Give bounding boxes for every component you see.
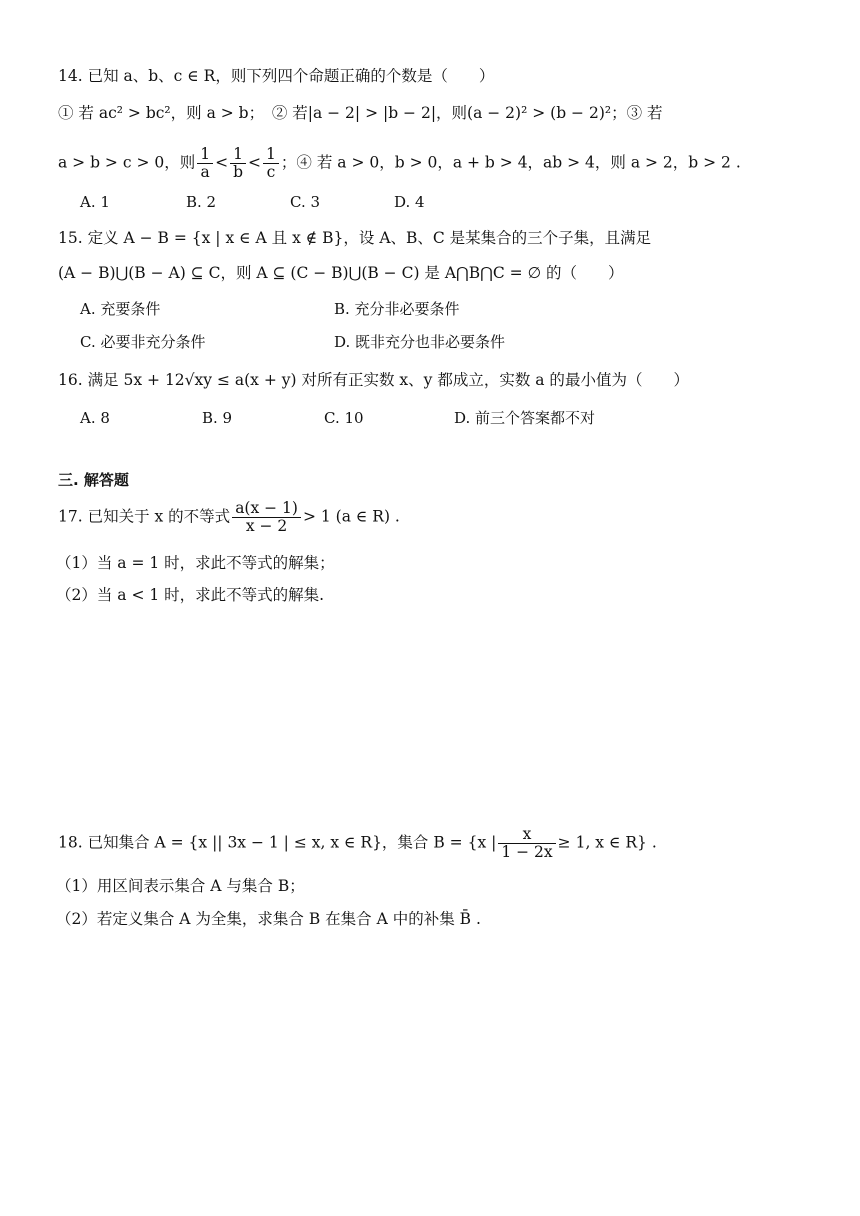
q14-option-b: B. 2 (186, 193, 217, 211)
q14-frac-3: $\frac{1}{c}$ (263, 146, 279, 181)
q15-option-c: C. 必要非充分条件 (80, 333, 206, 351)
q14-lt-1: < (215, 153, 229, 172)
q17-fraction: $\frac{a(x - 1)}{x - 2}$ (232, 500, 301, 535)
q18-part-2: （2）若定义集合 A 为全集，求集合 B 在集合 A 中的补集 B̄ . (56, 910, 481, 928)
q16-option-a: A. 8 (80, 409, 110, 427)
q14-line3-b: ；④ 若 a > 0，b > 0，a + b > 4，ab > 4，则 a > 2，b > 2 . (280, 153, 741, 172)
q17-part-1: （1）当 a = 1 时，求此不等式的解集； (56, 554, 335, 572)
q16-stem: 16. 满足 5x + 12√xy ≤ a(x + y) 对所有正实数 x、y 都成立，实数 a 的最小值为（ ） (58, 371, 689, 389)
q15-stem: 15. 定义 A − B = {x | x ∈ A 且 x ∉ B}，设 A、B、C 是某集合的三个子集，且满足 (58, 229, 652, 247)
q15-option-a: A. 充要条件 (80, 300, 161, 318)
q18-stem (58, 826, 657, 861)
q14-option-c: C. 3 (290, 193, 321, 211)
q17-stem-b: > 1 (a ∈ R) . (302, 507, 400, 526)
q16-option-c: C. 10 (324, 409, 364, 427)
q14-frac-1: $\frac{1}{a}$ (197, 146, 213, 181)
q14-lt-2: < (248, 153, 262, 172)
q14-stem: 14. 已知 a、b、c ∈ R，则下列四个命题正确的个数是（ ） (58, 67, 495, 85)
q16-option-b: B. 9 (202, 409, 233, 427)
q16-option-d: D. 前三个答案都不对 (454, 409, 596, 427)
q17-part-2: （2）当 a < 1 时，求此不等式的解集. (56, 586, 325, 604)
q15-option-d: D. 既非充分也非必要条件 (334, 333, 506, 351)
q14-line3-a: a > b > c > 0，则 (58, 153, 196, 172)
q17-stem-a: 17. 已知关于 x 的不等式 (58, 507, 231, 526)
q14-option-d: D. 4 (394, 193, 425, 211)
q17-stem (58, 500, 400, 535)
q14-line2: ① 若 ac² > bc²，则 a > b； ② 若|a − 2| > |b − 2|，则(a − 2)² > (b − 2)²；③ 若 (58, 104, 663, 122)
q18-fraction: $\frac{x}{1 - 2x}$ (498, 826, 555, 861)
q14-frac-2: $\frac{1}{b}$ (230, 146, 246, 181)
section-heading: 三. 解答题 (58, 471, 129, 489)
q15-option-b: B. 充分非必要条件 (334, 300, 460, 318)
q15-line2: (A − B)⋃(B − A) ⊆ C，则 A ⊆ (C − B)⋃(B − C) 是 A⋂B⋂C = ∅ 的（ ） (58, 264, 624, 282)
q18-part-1: （1）用区间表示集合 A 与集合 B； (56, 877, 305, 895)
q18-stem-a: 18. 已知集合 A = {x || 3x − 1 | ≤ x, x ∈ R}，集合 B = {x | (58, 833, 497, 852)
q18-stem-b: ≥ 1, x ∈ R} . (557, 833, 657, 852)
q14-line3 (58, 146, 741, 181)
q14-option-a: A. 1 (80, 193, 110, 211)
